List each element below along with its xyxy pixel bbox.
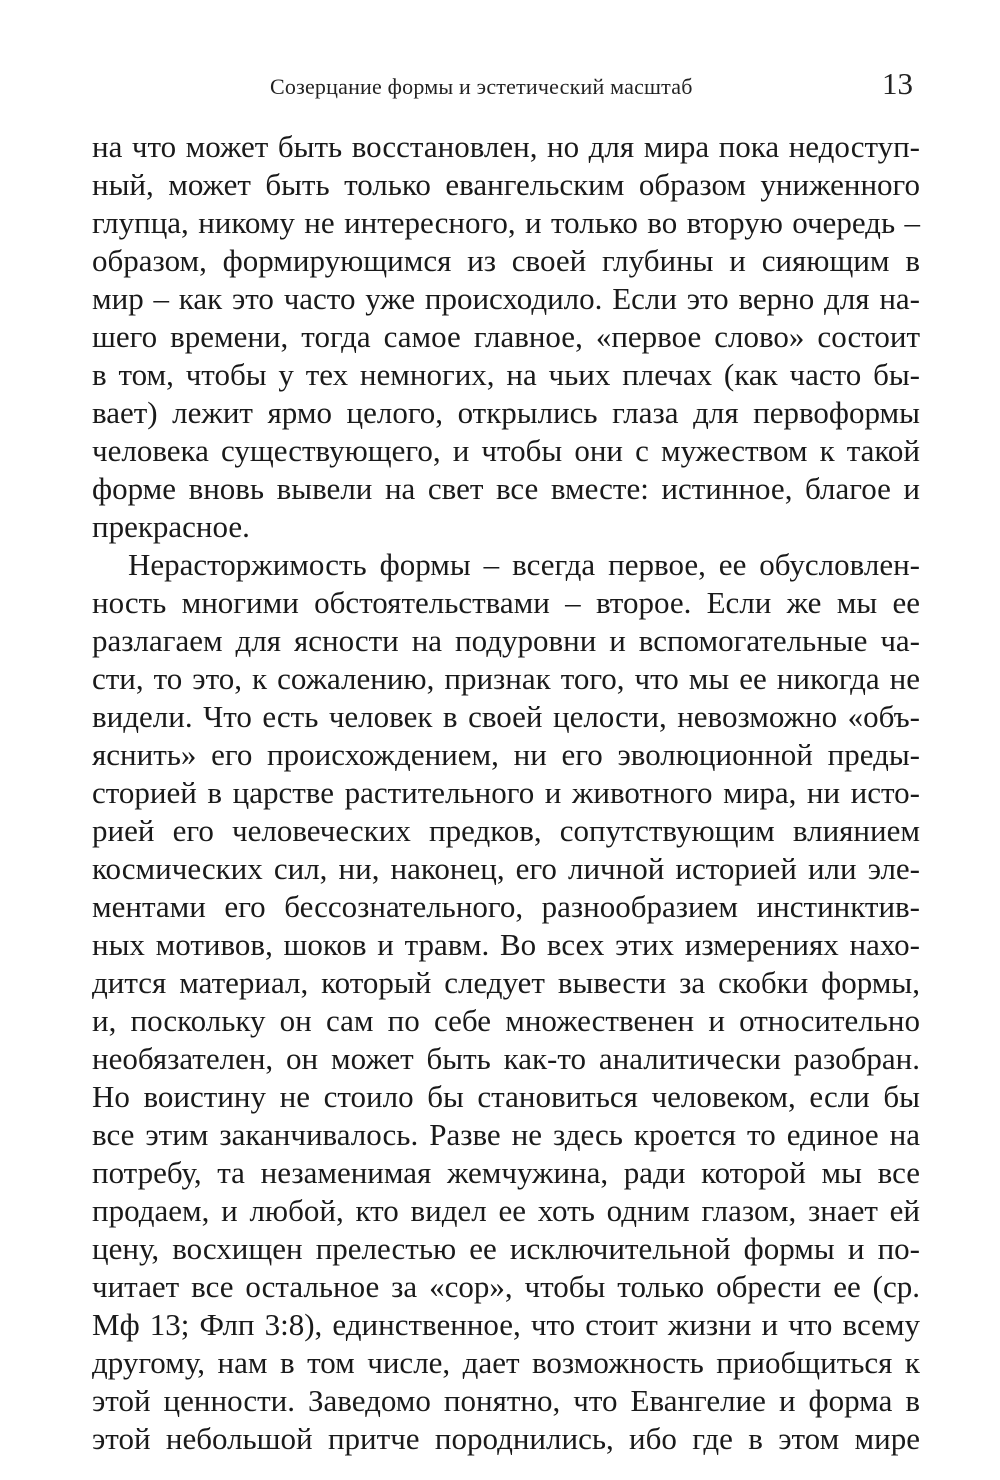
text-line: ность многими обстоятельствами – второе. Если же мы ее <box>92 585 920 620</box>
text-line: ментами его бессознательного, разнообразием инстинктив- <box>92 889 920 924</box>
running-header <box>0 66 1000 106</box>
page-number: 13 <box>882 66 913 101</box>
text-line: мир – как это часто уже происходило. Если это верно для на- <box>92 281 920 316</box>
text-line: космических сил, ни, наконец, его личной историей или эле- <box>92 851 920 886</box>
text-line: образом, формирующимся из своей глубины и сияющим в <box>92 243 920 278</box>
text-line: продаем, и любой, кто видел ее хоть одним глазом, знает ей <box>92 1193 920 1228</box>
text-line: читает все остальное за «сор», чтобы только обрести ее (ср. <box>92 1269 920 1304</box>
text-line: видели. Что есть человек в своей целости, невозможно «объ- <box>92 699 920 734</box>
text-line: необязателен, он может быть как-то аналитически разобран. <box>92 1041 920 1076</box>
body-text <box>92 128 920 1458</box>
text-line: сторией в царстве растительного и животного мира, ни исто- <box>92 775 920 810</box>
text-line: Нерасторжимость формы – всегда первое, ее обусловлен- <box>128 547 920 582</box>
text-line: шего времени, тогда самое главное, «первое слово» состоит <box>92 319 920 354</box>
text-line: ный, может быть только евангельским образом униженного <box>92 167 920 202</box>
text-line: все этим заканчивалось. Разве не здесь кроется то единое на <box>92 1117 920 1152</box>
paragraph-1 <box>92 128 920 546</box>
text-line: разлагаем для ясности на подуровни и вспомогательные ча- <box>92 623 920 658</box>
text-line: этой небольшой притче породнились, ибо где в этом мире <box>92 1421 920 1456</box>
text-line: глупца, никому не интересного, и только во вторую очередь – <box>92 205 920 240</box>
text-line: потребу, та незаменимая жемчужина, ради которой мы все <box>92 1155 920 1190</box>
text-line: Но воистину не стоило бы становиться человеком, если бы <box>92 1079 920 1114</box>
text-line: Мф 13; Флп 3:8), единственное, что стоит жизни и что всему <box>92 1307 920 1342</box>
text-line: яснить» его происхождением, ни его эволюционной преды- <box>92 737 920 772</box>
text-line: ных мотивов, шоков и травм. Во всех этих измерениях нахо- <box>92 927 920 962</box>
text-line: и, поскольку он сам по себе множественен и относительно <box>92 1003 920 1038</box>
text-line: рией его человеческих предков, сопутствующим влиянием <box>92 813 920 848</box>
text-line: вает) лежит ярмо целого, открылись глаза для первоформы <box>92 395 920 430</box>
text-line: дится материал, который следует вывести за скобки формы, <box>92 965 920 1000</box>
text-line: сти, то это, к сожалению, признак того, что мы ее никогда не <box>92 661 920 696</box>
text-line: человека существующего, и чтобы они с мужеством к такой <box>92 433 920 468</box>
text-line: прекрасное. <box>92 509 250 544</box>
text-line: форме вновь вывели на свет все вместе: истинное, благое и <box>92 471 920 506</box>
paragraph-2 <box>92 546 920 1458</box>
text-line: другому, нам в том числе, дает возможность приобщиться к <box>92 1345 920 1380</box>
running-title: Созерцание формы и эстетический масштаб <box>270 74 693 99</box>
text-line: этой ценности. Заведомо понятно, что Евангелие и форма в <box>92 1383 920 1418</box>
text-line: на что может быть восстановлен, но для мира пока недоступ- <box>92 129 920 164</box>
text-line: цену, восхищен прелестью ее исключительной формы и по- <box>92 1231 920 1266</box>
text-line: в том, чтобы у тех немногих, на чьих плечах (как часто бы- <box>92 357 920 392</box>
